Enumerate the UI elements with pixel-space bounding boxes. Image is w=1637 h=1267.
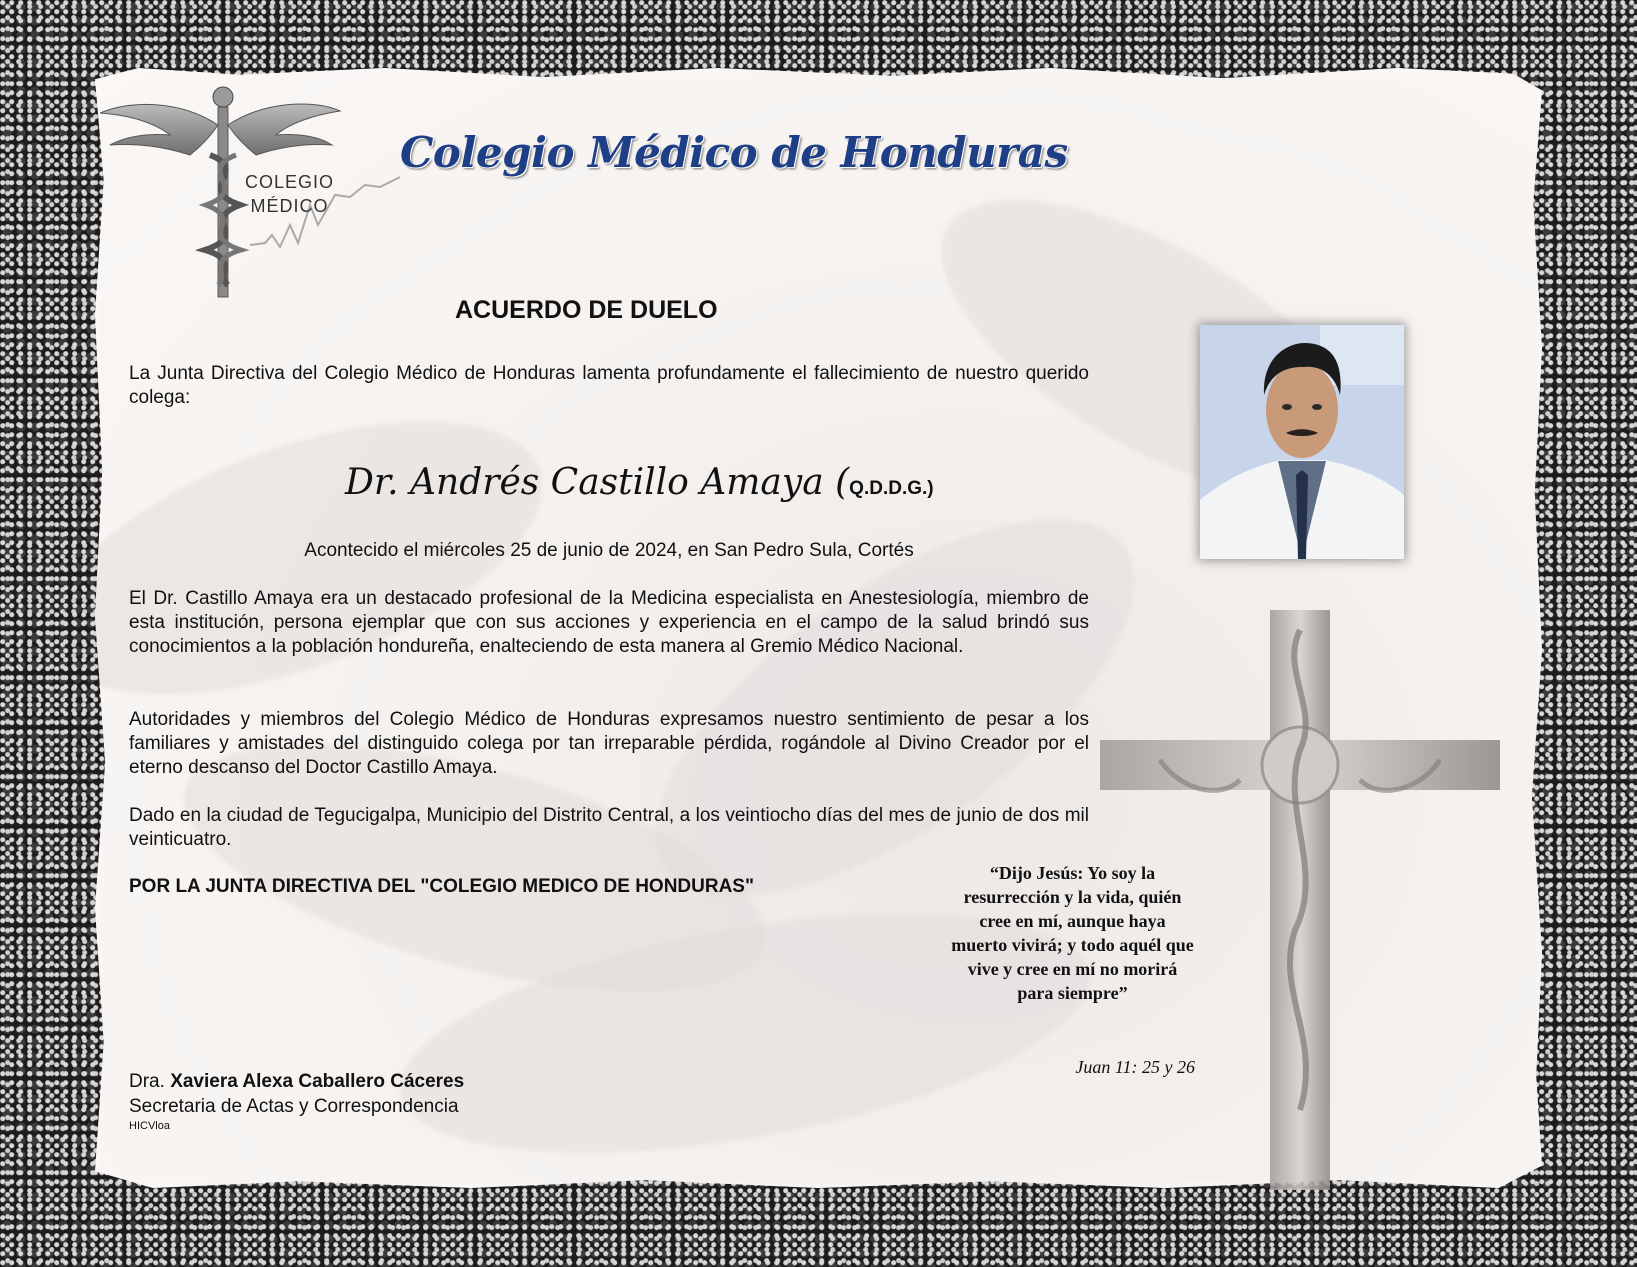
logo-line-2: MÉDICO (250, 196, 329, 216)
brand-title: Colegio Médico de Honduras (400, 128, 1068, 177)
signatory-role: Secretaria de Actas y Correspondencia (129, 1096, 459, 1117)
deceased-paren: ( (835, 462, 850, 503)
paragraph-1: El Dr. Castillo Amaya era un destacado profesional de la Medicina especialista en Anestesiología, miembro de esta institución, persona ejemplar que con sus acciones y experiencia en el campo de la salud brindó sus conocimientos a la población hondureña, enalteciendo de esta manera al Gremio Médico Nacional. (129, 588, 1089, 657)
paragraph-3: Dado en la ciudad de Tegucigalpa, Municipio del Distrito Central, a los veintiocho días del mes de junio de dos mil veinticuatro. (129, 805, 1089, 850)
deceased-name-text: Dr. Andrés Castillo Amaya (345, 462, 824, 503)
signatory-initials: HICVloa (129, 1120, 170, 1132)
signatory-prefix: Dra. (129, 1071, 165, 1092)
deceased-name (345, 462, 934, 503)
logo-line-1: COLEGIO (245, 172, 335, 192)
bible-quote: “Dijo Jesús: Yo soy la resurrección y la vida, quién cree en mí, aunque haya muerto vivirá; y todo aquél que vive y cree en mí no morirá para siempre” (951, 863, 1194, 1003)
document-title: ACUERDO DE DUELO (455, 296, 718, 324)
deceased-suffix: Q.D.D.G.) (849, 478, 934, 499)
signatory-name (129, 1071, 464, 1093)
logo-label (245, 170, 334, 218)
occurrence-line: Acontecido el miércoles 25 de junio de 2024, en San Pedro Sula, Cortés (304, 540, 914, 561)
portrait-photo (1200, 325, 1404, 559)
intro-paragraph: La Junta Directiva del Colegio Médico de Honduras lamenta profundamente el fallecimiento de nuestro querido colega: (129, 363, 1089, 408)
bible-reference: Juan 11: 25 y 26 (1075, 1057, 1195, 1077)
portrait-image (1200, 325, 1404, 559)
closing-line: POR LA JUNTA DIRECTIVA DEL "COLEGIO MEDICO DE HONDURAS" (129, 876, 754, 897)
paragraph-2: Autoridades y miembros del Colegio Médico de Honduras expresamos nuestro sentimiento de pesar a los familiares y amistades del distinguido colega por tan irreparable pérdida, rogándole al Divino Creador por el eterno descanso del Doctor Castillo Amaya. (129, 709, 1089, 778)
signatory-name-text: Xaviera Alexa Caballero Cáceres (170, 1071, 465, 1092)
